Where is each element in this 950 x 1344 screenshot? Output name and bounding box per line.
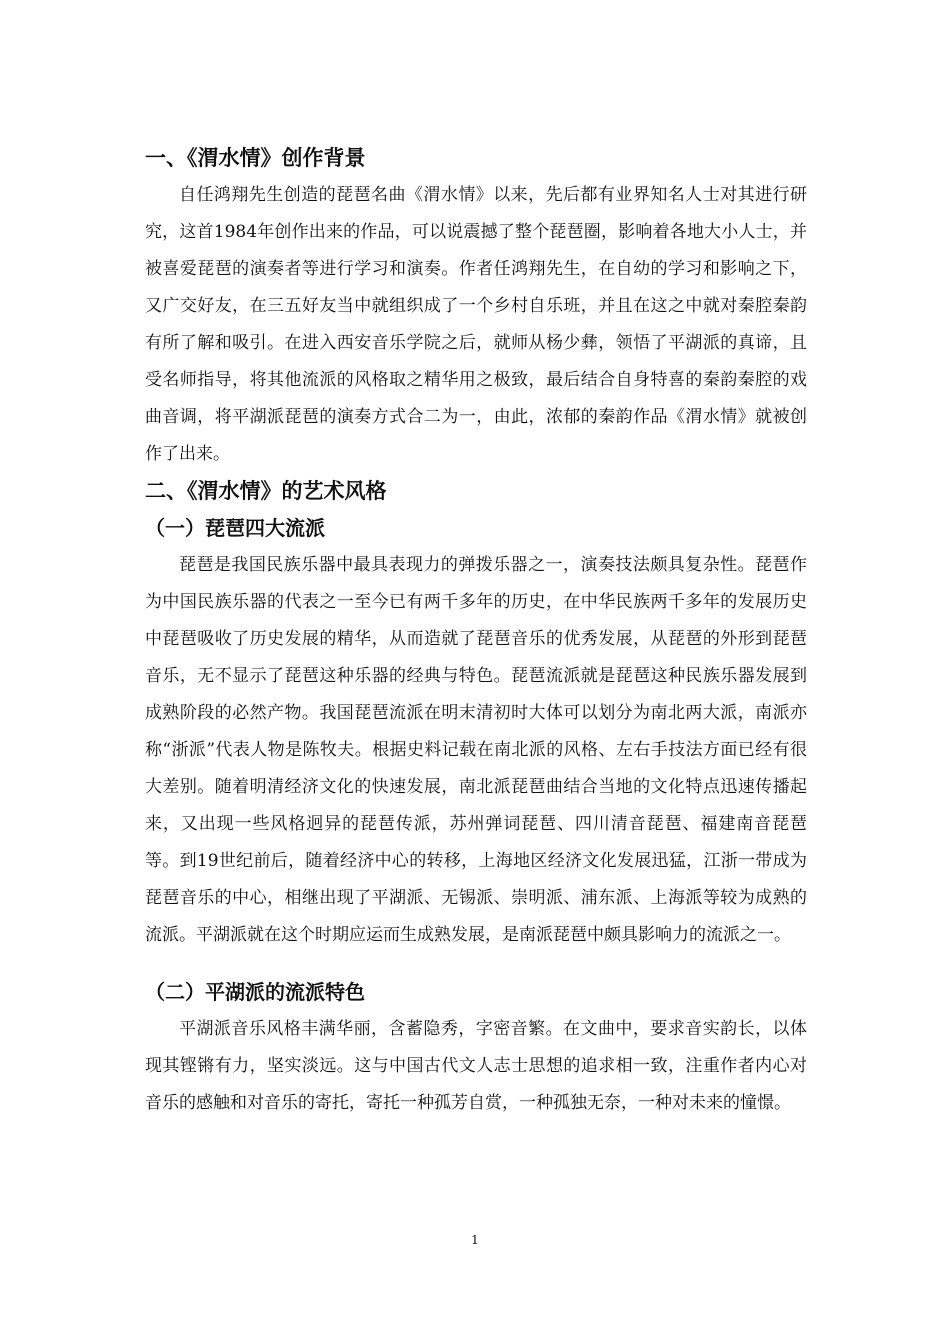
paragraph-four-schools: 琵琶是我国民族乐器中最具表现力的弹拨乐器之一，演奏技法颇具复杂性。琵琶作为中国民族乐器的代表之一至今已有两千多年的历史，在中华民族两千多年的发展历史中琵琶吸收了历史发展的精华，从而造就了琵琶音乐的优秀发展，从琵琶的外形到琵琶音乐，无不显示了琵琶这种乐器的经典与特色。琵琶流派就是琵琶这种民族乐器发展到成熟阶段的必然产物。我国琵琶流派在明末清初时大体可以划分为南北两大派，南派亦称“浙派”代表人物是陈牧夫。根据史料记载在南北派的风格、左右手技法方面已经有很大差别。随着明清经济文化的快速发展，南北派琵琶曲结合当地的文化特点迅速传播起来，又出现一些风格迥异的琵琶传派，苏州弹词琵琶、四川清音琵琶、福建南音琵琶等。到19世纪前后，随着经济中心的转移，上海地区经济文化发展迅猛，江浙一带成为琵琶音乐的中心，相继出现了平湖派、无锡派、崇明派、浦东派、上海派等较为成熟的流派。平湖派就在这个时期应运而生成熟发展，是南派琵琶中颇具影响力的流派之一。 <box>145 555 807 945</box>
section-heading-creation-background: 一、《渭水情》创作背景 <box>145 146 366 170</box>
subsection-heading-pinghu-school: （二）平湖派的流派特色 <box>145 980 365 1004</box>
spacer <box>145 954 807 974</box>
section-heading-artistic-style: 二、《渭水情》的艺术风格 <box>145 479 387 503</box>
page-content <box>145 140 807 1122</box>
paragraph-pinghu-school: 平湖派音乐风格丰满华丽，含蓄隐秀，字密音繁。在文曲中，要求音实韵长，以体现其铿锵有力，坚实淡远。这与中国古代文人志士思想的追求相一致，注重作者内心对音乐的感触和对音乐的寄托，寄托一种孤芳自赏，一种孤独无奈，一种对未来的憧憬。 <box>145 1019 807 1113</box>
subsection-heading-four-schools: （一）琵琶四大流派 <box>145 516 325 540</box>
paragraph-creation-background: 自任鸿翔先生创造的琵琶名曲《渭水情》以来，先后都有业界知名人士对其进行研究，这首1984年创作出来的作品，可以说震撼了整个琵琶圈，影响着各地大小人士，并被喜爱琵琶的演奏者等进行学习和演奏。作者任鸿翔先生，在自幼的学习和影响之下，又广交好友，在三五好友当中就组织成了一个乡村自乐班，并且在这之中就对秦腔秦韵有所了解和吸引。在进入西安音乐学院之后，就师从杨少彝，领悟了平湖派的真谛，且受名师指导，将其他流派的风格取之精华用之极致，最后结合自身特喜的秦韵秦腔的戏曲音调，将平湖派琵琶的演奏方式合二为一，由此，浓郁的秦韵作品《渭水情》就被创作了出来。 <box>145 185 807 464</box>
page-number: 1 <box>471 1233 479 1247</box>
